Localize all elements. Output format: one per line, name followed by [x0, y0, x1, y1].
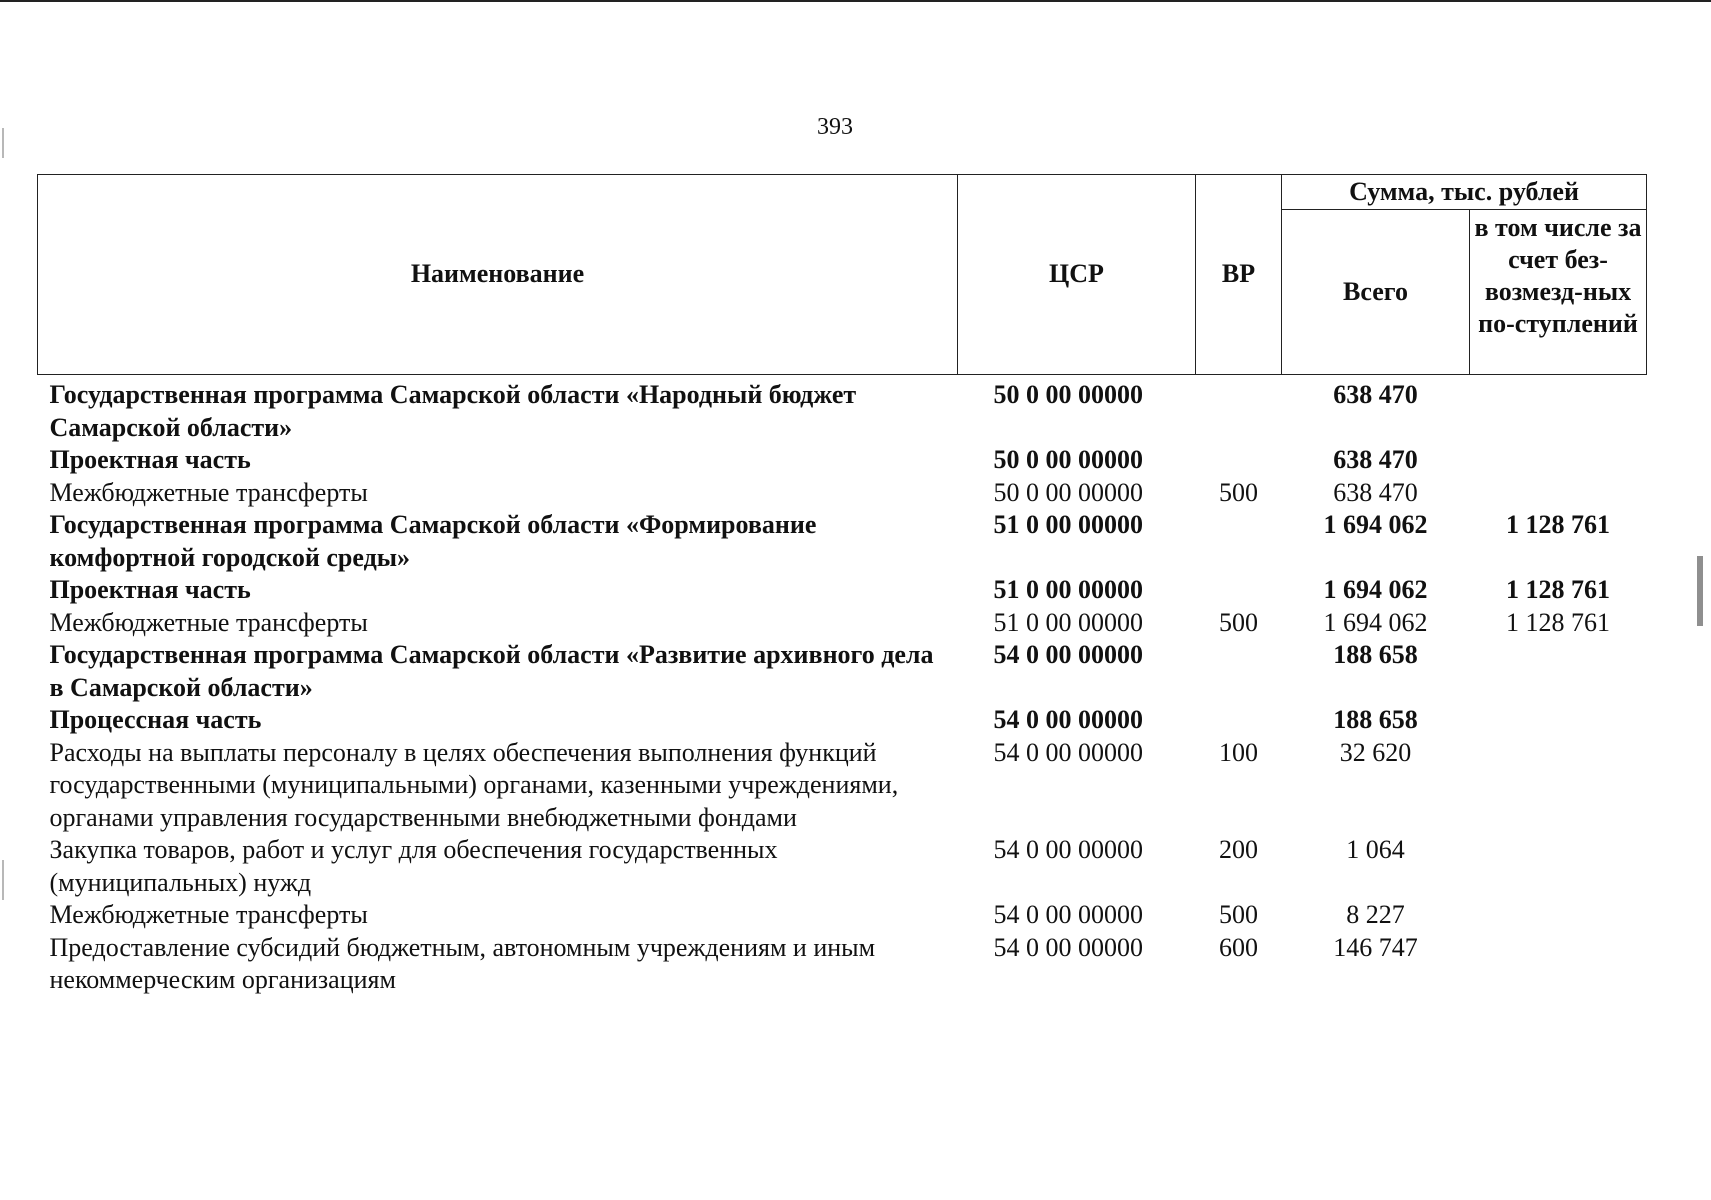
cell-csr: 50 0 00 00000 — [993, 380, 1143, 409]
table-body — [38, 375, 1647, 997]
cell-name: Государственная программа Самарской области «Формирование комфортной городской среды» — [49, 510, 817, 572]
cell-vr: 500 — [1219, 607, 1258, 637]
table-header — [38, 175, 1647, 375]
cell-csr: 54 0 00 00000 — [993, 705, 1143, 734]
cell-total: 1 694 062 — [1323, 607, 1428, 637]
scan-top-border — [0, 0, 1711, 2]
cell-free-receipts — [1470, 375, 1647, 445]
cell-total: 188 658 — [1333, 705, 1418, 734]
cell-name: Закупка товаров, работ и услуг для обеспечения государственных (муниципальных) нужд — [49, 835, 778, 897]
table-row — [38, 444, 1647, 477]
cell-vr — [1196, 375, 1282, 445]
header-vr: ВР — [1196, 175, 1282, 375]
cell-total: 32 620 — [1339, 737, 1412, 767]
cell-total: 638 470 — [1333, 477, 1418, 507]
table-row — [38, 607, 1647, 640]
cell-csr: 54 0 00 00000 — [993, 835, 1143, 864]
cell-free-receipts: 1 128 761 — [1506, 607, 1610, 637]
table-row — [38, 574, 1647, 607]
cell-vr — [1196, 444, 1282, 477]
cell-vr: 500 — [1219, 477, 1258, 507]
cell-total: 8 227 — [1346, 900, 1405, 929]
cell-csr: 54 0 00 00000 — [993, 900, 1143, 929]
table-row — [38, 639, 1647, 704]
cell-free-receipts — [1470, 899, 1647, 932]
cell-name: Межбюджетные трансферты — [49, 477, 368, 507]
cell-name: Процессная часть — [49, 705, 262, 734]
cell-vr — [1196, 509, 1282, 574]
table-row — [38, 932, 1647, 997]
cell-free-receipts — [1470, 639, 1647, 704]
cell-total: 638 470 — [1333, 445, 1418, 474]
cell-free-receipts — [1470, 704, 1647, 737]
cell-total: 146 747 — [1333, 932, 1418, 962]
cell-name: Предоставление субсидий бюджетным, автономным учреждениям и иным некоммерческим организациям — [49, 932, 876, 994]
table-row — [38, 704, 1647, 737]
scan-edge-mark — [2, 860, 4, 900]
scan-edge-mark — [2, 128, 4, 158]
cell-csr: 50 0 00 00000 — [993, 477, 1143, 507]
cell-csr: 54 0 00 00000 — [993, 932, 1143, 962]
cell-name: Межбюджетные трансферты — [49, 607, 368, 637]
cell-vr: 100 — [1219, 737, 1258, 767]
header-free-receipts: в том числе за счет без-возмезд-ных по-ступлений — [1470, 210, 1647, 375]
cell-name: Государственная программа Самарской области «Развитие архивного дела в Самарской области» — [49, 640, 934, 702]
cell-csr: 51 0 00 00000 — [993, 607, 1143, 637]
cell-total: 1 064 — [1346, 835, 1405, 864]
header-csr: ЦСР — [958, 175, 1196, 375]
cell-total: 638 470 — [1333, 380, 1418, 409]
table-row — [38, 375, 1647, 445]
table-row — [38, 834, 1647, 899]
table-row — [38, 477, 1647, 510]
table-row — [38, 737, 1647, 835]
cell-vr — [1196, 574, 1282, 607]
scan-edge-mark — [1697, 556, 1703, 626]
page-number: 393 — [817, 114, 853, 140]
cell-total: 1 694 062 — [1323, 510, 1428, 539]
cell-vr: 600 — [1219, 932, 1258, 962]
cell-csr: 51 0 00 00000 — [993, 510, 1143, 539]
cell-vr: 500 — [1219, 900, 1258, 929]
cell-free-receipts — [1470, 477, 1647, 510]
cell-name: Государственная программа Самарской области «Народный бюджет Самарской области» — [49, 380, 857, 442]
cell-free-receipts: 1 128 761 — [1506, 510, 1610, 539]
cell-csr: 50 0 00 00000 — [993, 445, 1143, 474]
cell-free-receipts: 1 128 761 — [1506, 575, 1610, 604]
cell-csr: 54 0 00 00000 — [993, 737, 1143, 767]
cell-name: Проектная часть — [49, 445, 251, 474]
cell-vr: 200 — [1219, 835, 1258, 864]
cell-vr — [1196, 639, 1282, 704]
cell-total: 1 694 062 — [1323, 575, 1428, 604]
cell-csr: 54 0 00 00000 — [993, 640, 1143, 669]
cell-vr — [1196, 704, 1282, 737]
cell-free-receipts — [1470, 932, 1647, 997]
cell-name: Расходы на выплаты персоналу в целях обеспечения выполнения функций государственными (муниципальными) органами, казенными учреждениями, органами управления государственными внебюджетными фондами — [49, 737, 899, 832]
cell-free-receipts — [1470, 834, 1647, 899]
cell-total: 188 658 — [1333, 640, 1418, 669]
cell-free-receipts — [1470, 444, 1647, 477]
header-total: Всего — [1282, 210, 1470, 375]
cell-name: Проектная часть — [49, 575, 251, 604]
header-sum-group: Сумма, тыс. рублей — [1282, 175, 1647, 210]
budget-table — [37, 174, 1647, 997]
cell-free-receipts — [1470, 737, 1647, 835]
cell-name: Межбюджетные трансферты — [49, 900, 368, 929]
cell-csr: 51 0 00 00000 — [993, 575, 1143, 604]
table-row — [38, 509, 1647, 574]
table-row — [38, 899, 1647, 932]
header-name: Наименование — [38, 175, 958, 375]
